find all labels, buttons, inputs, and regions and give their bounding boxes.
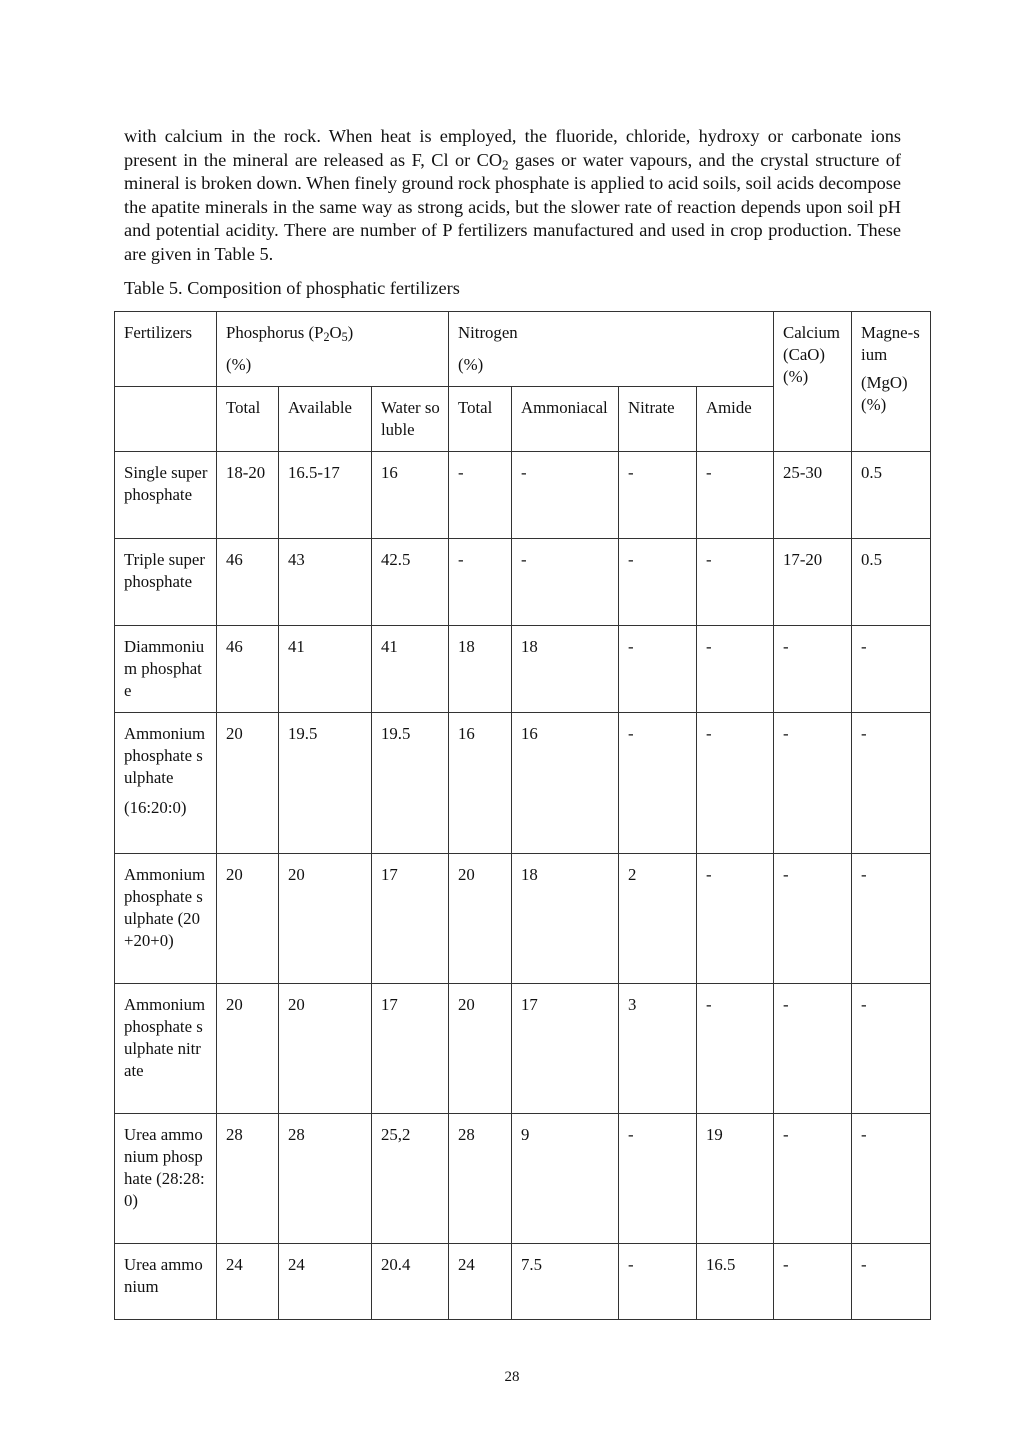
table-cell: 18 (512, 854, 619, 984)
table-cell: - (852, 713, 931, 854)
table-cell: - (449, 539, 512, 626)
header-empty-cell (115, 387, 217, 452)
table-cell: 24 (279, 1244, 372, 1320)
table-cell: 0.5 (852, 452, 931, 539)
table-row (115, 1244, 931, 1320)
table-cell: - (619, 713, 697, 854)
fertilizer-name-cell (115, 626, 217, 713)
table-cell: 3 (619, 984, 697, 1114)
table-cell: 16 (372, 452, 449, 539)
table-row (115, 452, 931, 539)
table-cell: 18-20 (217, 452, 279, 539)
subheader-n-total: Total (449, 387, 512, 452)
table-cell: - (619, 626, 697, 713)
table-cell: 18 (449, 626, 512, 713)
page-number: 28 (504, 1369, 520, 1385)
header-nitrogen-unit: (%) (458, 355, 484, 374)
table-cell: 24 (449, 1244, 512, 1320)
table-cell: 20 (449, 984, 512, 1114)
table-cell: 28 (279, 1114, 372, 1244)
table-row (115, 984, 931, 1114)
table-cell: 20 (279, 984, 372, 1114)
table-cell: - (512, 539, 619, 626)
fertilizer-name-cell (115, 984, 217, 1114)
table-cell: 17 (372, 854, 449, 984)
fertilizer-name: Diammonium phosphate (124, 637, 205, 700)
table-cell: 2 (619, 854, 697, 984)
header-phosphorus-unit: (%) (226, 355, 252, 374)
table-cell: - (619, 1114, 697, 1244)
table-cell: - (774, 1244, 852, 1320)
table-cell: 19.5 (372, 713, 449, 854)
fertilizer-name-cell (115, 452, 217, 539)
table-cell: 20.4 (372, 1244, 449, 1320)
table-cell: 20 (449, 854, 512, 984)
table-cell: 7.5 (512, 1244, 619, 1320)
fertilizer-name: Ammonium phosphate sulphate nitrate (124, 995, 206, 1080)
fertilizer-name-cell (115, 1244, 217, 1320)
table-cell: - (449, 452, 512, 539)
fertilizer-name-cell (115, 854, 217, 984)
fertilizer-name: Triple super phosphate (124, 550, 205, 591)
header-phosphorus-a: Phosphorus (P (226, 323, 324, 342)
table-cell: 25,2 (372, 1114, 449, 1244)
table-row (115, 626, 931, 713)
table-cell: - (774, 713, 852, 854)
table-cell: 16.5 (697, 1244, 774, 1320)
table-cell: 16 (512, 713, 619, 854)
table-cell: 42.5 (372, 539, 449, 626)
table-cell: 16 (449, 713, 512, 854)
table-cell: 20 (217, 854, 279, 984)
fertilizer-grade: (16:20:0) (124, 798, 187, 817)
body-text-subscript: 2 (502, 156, 509, 172)
table-cell: 20 (217, 713, 279, 854)
table-cell: 25-30 (774, 452, 852, 539)
table-cell: 20 (279, 854, 372, 984)
fertilizer-name-cell (115, 1114, 217, 1244)
table-cell: 28 (449, 1114, 512, 1244)
table-cell: 17-20 (774, 539, 852, 626)
table-cell: 0.5 (852, 539, 931, 626)
header-magnesium-b: (MgO) (%) (861, 373, 908, 414)
table-cell: 46 (217, 626, 279, 713)
table-cell: - (774, 984, 852, 1114)
body-text-part2: gases or water vapours, and the crystal structure of mineral is broken down. When finely ground rock phosphate is applied to acid soils, soil acids decompose the apatite minerals in the same way as strong acids, but the slower rate of reaction depends upon soil pH and potential acidity. There are number of P fertilizers manufactured and used in crop production. These are given in Table 5. (124, 149, 901, 264)
table-cell: - (774, 1114, 852, 1244)
table-cell: 17 (372, 984, 449, 1114)
table-row (115, 539, 931, 626)
fertilizer-name: Ammonium phosphate sulphate (20+20+0) (124, 865, 206, 950)
table-cell: - (852, 626, 931, 713)
table-cell: 46 (217, 539, 279, 626)
table-row (115, 1114, 931, 1244)
table-cell: 41 (279, 626, 372, 713)
table-cell: 9 (512, 1114, 619, 1244)
table-cell: 18 (512, 626, 619, 713)
fertilizer-name-cell (115, 539, 217, 626)
table-cell: - (697, 713, 774, 854)
body-paragraph (124, 125, 901, 267)
header-magnesium-a: Magne-sium (861, 323, 920, 364)
table-cell: - (697, 452, 774, 539)
body-text-part1: with calcium in the rock. When heat is employed, the fluoride, chloride, hydroxy or carbonate ions present in the mineral are released as F, Cl or CO (124, 126, 901, 170)
table-cell: - (697, 626, 774, 713)
table-cell: - (512, 452, 619, 539)
table-cell: 24 (217, 1244, 279, 1320)
subheader-p-water-soluble: Water soluble (372, 387, 449, 452)
table-row (115, 854, 931, 984)
header-phosphorus-b: O (329, 323, 342, 342)
header-phosphorus (217, 312, 449, 387)
fertilizer-name: Urea ammonium phosphate (28:28:0) (124, 1125, 205, 1210)
table-cell: - (774, 854, 852, 984)
subheader-p-total: Total (217, 387, 279, 452)
header-calcium: Calcium (CaO) (%) (774, 312, 852, 452)
table-cell: 41 (372, 626, 449, 713)
table-cell: - (697, 984, 774, 1114)
table-cell: 43 (279, 539, 372, 626)
table-cell: - (852, 854, 931, 984)
fertilizer-name: Urea ammonium (124, 1255, 203, 1296)
table-cell: - (619, 1244, 697, 1320)
table-caption: Table 5. Composition of phosphatic fertilizers (124, 278, 460, 298)
header-nitrogen-label: Nitrogen (458, 323, 518, 342)
table-cell: - (852, 984, 931, 1114)
header-fertilizers: Fertilizers (115, 312, 217, 387)
table-cell: - (852, 1244, 931, 1320)
table-cell: 28 (217, 1114, 279, 1244)
header-row-1 (115, 312, 931, 387)
fertilizer-name-cell (115, 713, 217, 854)
table-cell: - (697, 854, 774, 984)
table-cell: 17 (512, 984, 619, 1114)
subheader-n-ammoniacal: Ammoniacal (512, 387, 619, 452)
composition-table (114, 311, 931, 1320)
table-cell: 19.5 (279, 713, 372, 854)
subheader-n-nitrate: Nitrate (619, 387, 697, 452)
header-magnesium (852, 312, 931, 452)
header-phosphorus-sub2: 5 (341, 330, 348, 345)
table-cell: - (852, 1114, 931, 1244)
header-phosphorus-sub1: 2 (323, 330, 330, 345)
subheader-p-available: Available (279, 387, 372, 452)
table-cell: - (774, 626, 852, 713)
fertilizer-name: Single super phosphate (124, 463, 208, 504)
header-nitrogen (449, 312, 774, 387)
table-cell: - (619, 452, 697, 539)
table-row (115, 713, 931, 854)
fertilizer-name: Ammonium phosphate sulphate (124, 724, 206, 787)
table-cell: 20 (217, 984, 279, 1114)
table-cell: - (697, 539, 774, 626)
subheader-n-amide: Amide (697, 387, 774, 452)
header-phosphorus-c: ) (347, 323, 354, 342)
table-cell: 19 (697, 1114, 774, 1244)
table-cell: - (619, 539, 697, 626)
table-cell: 16.5-17 (279, 452, 372, 539)
